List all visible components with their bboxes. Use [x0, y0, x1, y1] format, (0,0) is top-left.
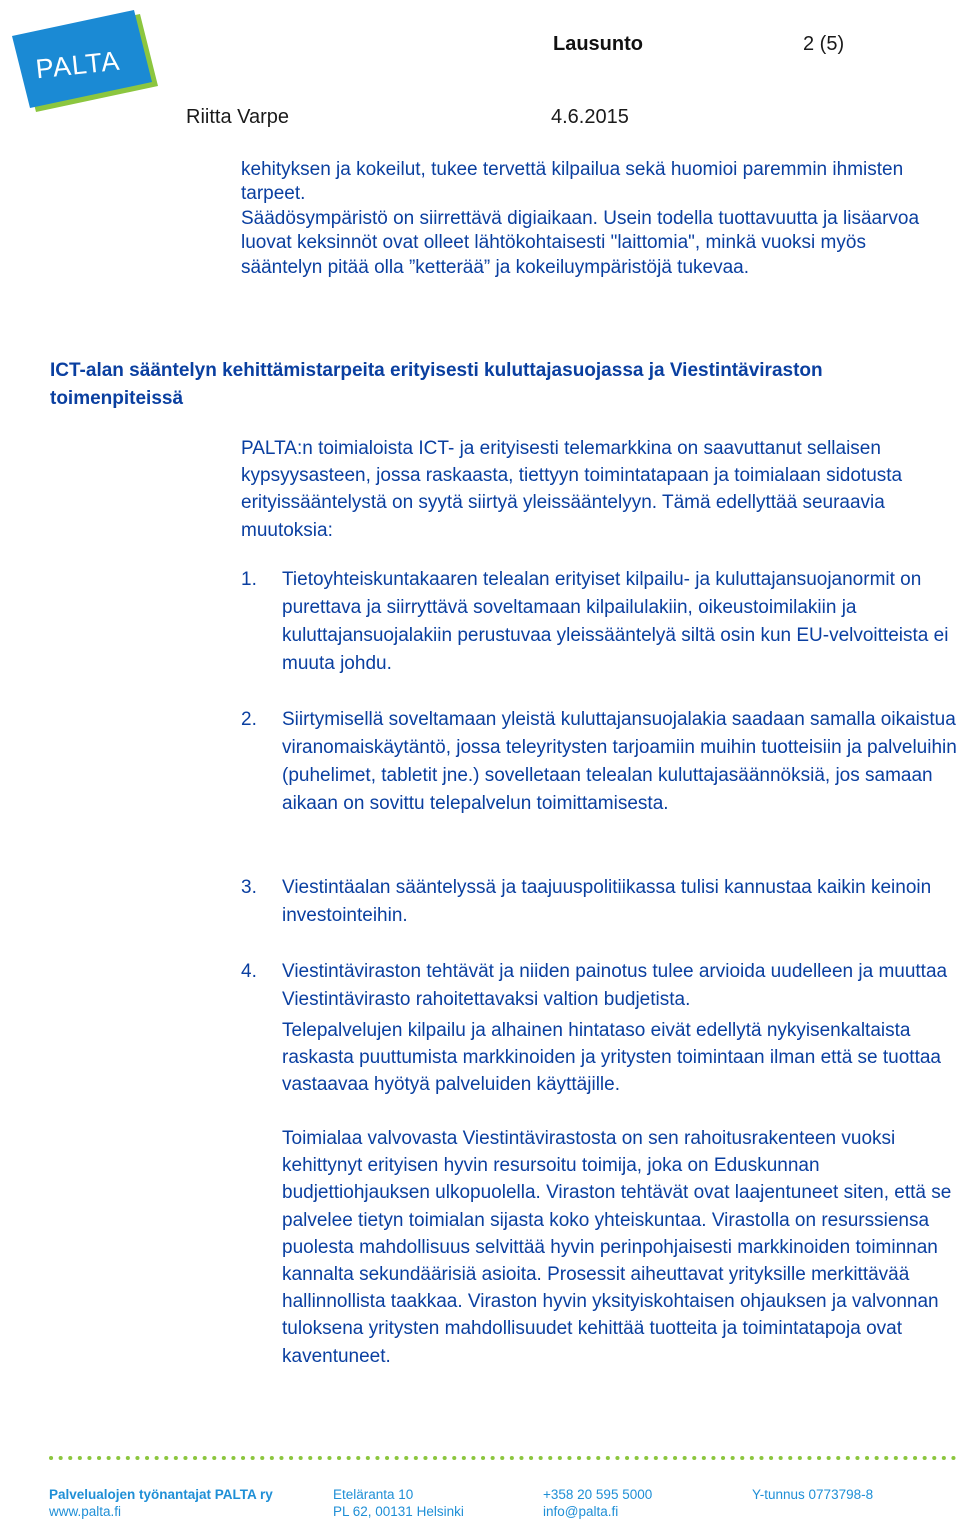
document-date: 4.6.2015 [551, 106, 629, 128]
footer-business-id: Y-tunnus 0773798-8 [752, 1487, 874, 1502]
list-item-number: 4. [241, 961, 257, 982]
footer-postal: PL 62, 00131 Helsinki [333, 1504, 464, 1519]
document-type: Lausunto [553, 33, 643, 55]
list-item-text: Viestintäalan sääntelyssä ja taajuuspolitiikassa tulisi kannustaa kaikin keinoin investointeihin. [282, 877, 932, 926]
footer-separator [48, 1455, 960, 1461]
item4-paragraph: Toimialaa valvovasta Viestintävirastosta on sen rahoitusrakenteen vuoksi kehittynyt erityisen hyvin resursoitu toimija, joka on Eduskunnan budjettiohjauksen ulkopuolella. Viraston tehtävät ovat laajentuneet siten, että se palvelee tietyn toimialan sijasta koko yhteiskuntaa. Virastolla on resurssiensa puolesta mahdollisuus selvittää hyvin perinpohjaisesti markkinoiden toiminnan kannalta sekundäärisiä asioita. Prosessit aiheuttavat yrityksille merkittävää hallinnollista taakkaa. Viraston hyvin yksityiskohtaisen ohjauksen ja valvonnan tuloksena yritysten mahdollisuudet kehittää tuotteita ja toimintatapoja ovat kaventuneet. [282, 1128, 952, 1367]
footer-street: Eteläranta 10 [333, 1487, 414, 1502]
logo-text: PALTA [34, 45, 122, 85]
footer-organization [49, 1486, 273, 1520]
footer-address [333, 1486, 464, 1520]
intro-paragraph-2: Säädösympäristö on siirrettävä digiaikaan. Usein todella tuottavuutta ja lisäarvoa luovat keksinnöt ovat olleet lähtökohtaisesti "laittomia", minkä vuoksi myös sääntelyn pitää olla ”ketterää” ja kokeiluympäristöjä tukevaa. [241, 207, 920, 278]
list-item-number: 2. [241, 709, 257, 730]
footer-phone: +358 20 595 5000 [543, 1487, 653, 1502]
list-item-text: Siirtymisellä soveltamaan yleistä kuluttajansuojalakia saadaan samalla oikaistua viranomaiskäytäntö, jossa teleyritysten tarjoamiin muihin tuotteisiin ja palveluihin (puhelimet, tabletit jne.) sovelletaan telealan kuluttajasäännöksiä, jos samaan aikaan on sovittu telepalvelun toimittamisesta. [282, 709, 957, 814]
footer-org-name: Palvelualojen työnantajat PALTA ry [49, 1487, 273, 1502]
list-item-text: Viestintäviraston tehtävät ja niiden painotus tulee arvioida uudelleen ja muuttaa Viestintävirasto rahoitettavaksi valtion budjetista. [282, 961, 948, 1010]
item4-paragraph: Telepalvelujen kilpailu ja alhainen hintataso eivät edellytä nykyisenkaltaista raskasta puuttumista markkinoiden ja yritysten toimintaan ilman että se tuottaa vastaavaa hyötyä palveluiden käyttäjille. [282, 1020, 941, 1096]
section-heading: ICT-alan sääntelyn kehittämistarpeita erityisesti kuluttajasuojassa ja Viestintäviraston toimenpiteissä [50, 360, 823, 409]
footer-contact [543, 1486, 652, 1520]
palta-logo [8, 8, 160, 116]
intro-paragraph-1: kehityksen ja kokeilut, tukee tervettä kilpailua sekä huomioi paremmin ihmisten tarpeet. [241, 159, 904, 205]
footer-email[interactable]: info@palta.fi [543, 1504, 619, 1519]
list-item-number: 3. [241, 877, 257, 898]
list-item-text: Tietoyhteiskuntakaaren telealan erityiset kilpailu- ja kuluttajansuojanormit on purettava ja siirryttävä soveltamaan kilpailulakiin, oikeustoimilakiin ja kuluttajansuojalakiin perustuvaa yleissääntelyä siltä osin kun EU-velvoitteista ei muuta johdu. [282, 569, 949, 674]
footer-website[interactable]: www.palta.fi [49, 1504, 122, 1519]
intro-text [241, 158, 941, 280]
body-paragraph: PALTA:n toimialoista ICT- ja erityisesti telemarkkina on saavuttanut sellaisen kypsyysasteen, jossa raskaasta, tiettyyn toimintatapaan ja toimialaan sidotusta erityissääntelystä on syytä siirtyä yleissääntelyyn. Tämä edellyttää seuraavia muutoksia: [241, 438, 903, 541]
page-number: 2 (5) [803, 33, 845, 55]
author-name: Riitta Varpe [186, 106, 290, 128]
list-item-number: 1. [241, 569, 257, 590]
